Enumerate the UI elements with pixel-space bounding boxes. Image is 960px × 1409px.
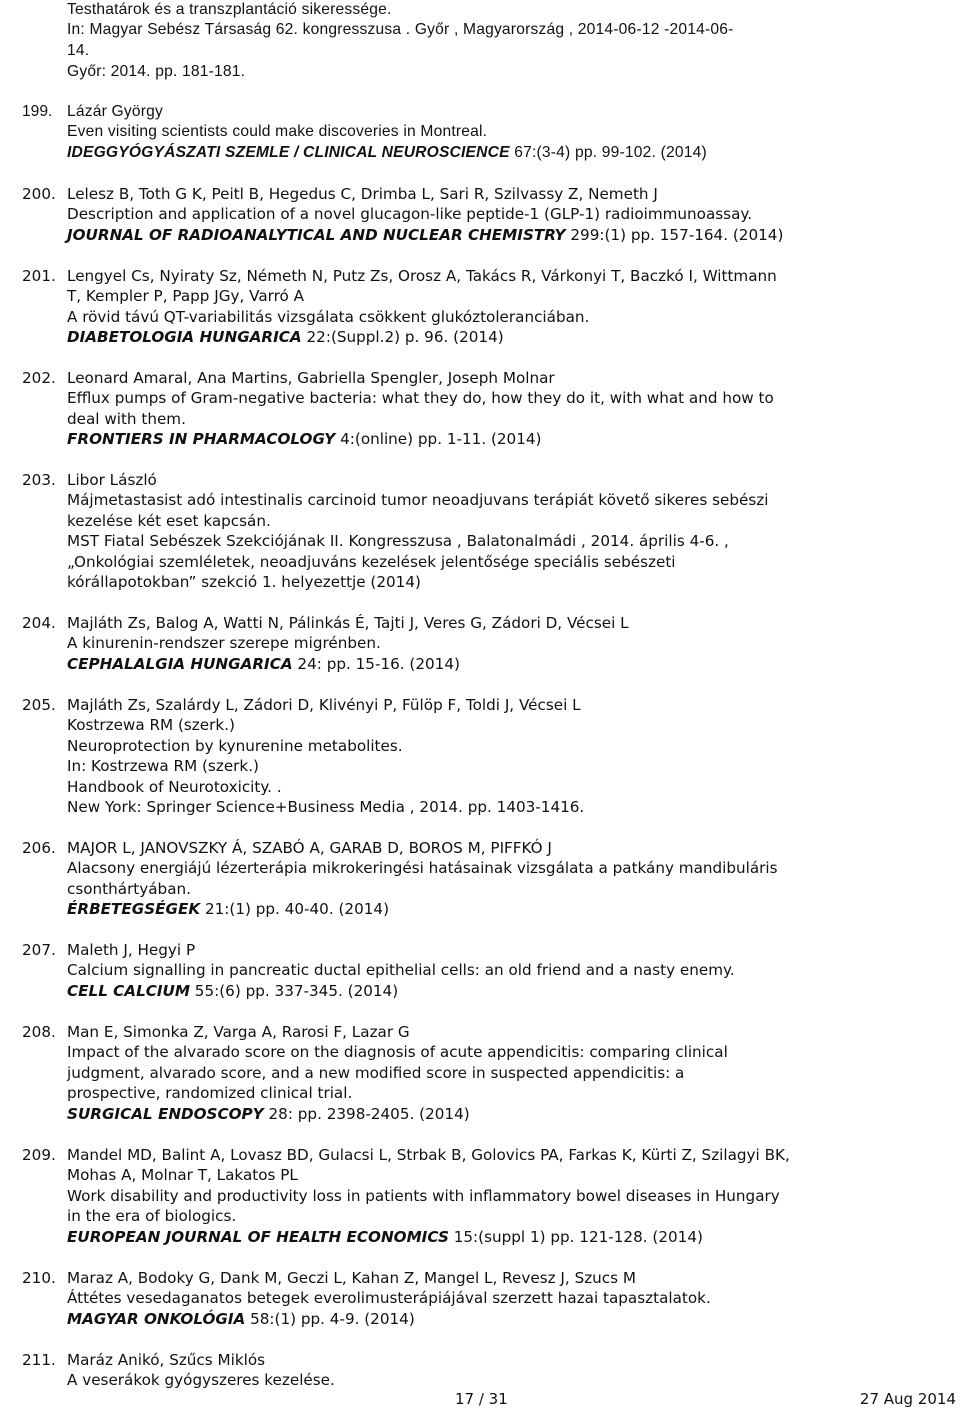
journal-name: SURGICAL ENDOSCOPY	[67, 1105, 264, 1123]
entry-title: Calcium signalling in pancreatic ductal epithelial cells: an old friend and a nasty enemy.	[67, 961, 735, 979]
journal-name: CEPHALALGIA HUNGARICA	[67, 655, 293, 673]
entry-title: in the era of biologics.	[67, 1207, 237, 1225]
lead-line: In: Magyar Sebész Társaság 62. kongresszusa . Győr , Magyarország , 2014-06-12 -2014-06-	[67, 21, 734, 38]
entry-number: 199.	[22, 103, 53, 120]
journal-details: 55:(6) pp. 337-345. (2014)	[189, 982, 399, 1000]
entry-number: 205.	[22, 696, 56, 714]
journal-details: 299:(1) pp. 157-164. (2014)	[565, 226, 784, 244]
journal-name: FRONTIERS IN PHARMACOLOGY	[67, 430, 336, 448]
journal-details: 15:(suppl 1) pp. 121-128. (2014)	[448, 1228, 703, 1246]
entry-title: Neuroprotection by kynurenine metabolites.	[67, 737, 403, 755]
entry-authors: Lelesz B, Toth G K, Peitl B, Hegedus C, Drimba L, Sari R, Szilvassy Z, Nemeth J	[67, 185, 658, 203]
entry-authors: Lázár György	[67, 103, 164, 120]
entry-title: deal with them.	[67, 410, 186, 428]
entry-title: Efflux pumps of Gram-negative bacteria: what they do, how they do it, with what and how to	[67, 389, 774, 407]
entry-number: 204.	[22, 614, 56, 632]
entry-number: 202.	[22, 369, 56, 387]
entry-authors: Lengyel Cs, Nyiraty Sz, Németh N, Putz Zs, Orosz A, Takács R, Várkonyi T, Baczkó I, Wittmann	[67, 267, 777, 285]
journal-name: EUROPEAN JOURNAL OF HEALTH ECONOMICS	[67, 1228, 449, 1246]
entry-authors: Libor László	[67, 471, 157, 489]
entry-source	[67, 225, 783, 245]
entry-number: 209.	[22, 1146, 56, 1164]
entry-authors: Mohas A, Molnar T, Lakatos PL	[67, 1166, 298, 1184]
entry-note: „Onkológiai szemléletek, neoadjuváns kezelések jelentősége speciális sebészeti	[67, 553, 676, 571]
journal-details: 4:(online) pp. 1-11. (2014)	[335, 430, 542, 448]
journal-details: 22:(Suppl.2) p. 96. (2014)	[301, 328, 504, 346]
entry-book: Handbook of Neurotoxicity. .	[67, 778, 282, 796]
journal-name: MAGYAR ONKOLÓGIA	[67, 1310, 246, 1328]
journal-name: JOURNAL OF RADIOANALYTICAL AND NUCLEAR CHEMISTRY	[67, 226, 566, 244]
entry-number: 200.	[22, 185, 56, 203]
entry-number: 207.	[22, 941, 56, 959]
lead-line: Győr: 2014. pp. 181-181.	[67, 63, 246, 80]
entry-source	[67, 429, 541, 449]
entry-authors: Leonard Amaral, Ana Martins, Gabriella Spengler, Joseph Molnar	[67, 369, 555, 387]
journal-name: CELL CALCIUM	[67, 982, 190, 1000]
entry-authors: T, Kempler P, Papp JGy, Varró A	[67, 287, 305, 305]
entry-editor: In: Kostrzewa RM (szerk.)	[67, 757, 259, 775]
entry-title: kezelése két eset kapcsán.	[67, 512, 271, 530]
entry-source	[67, 654, 460, 674]
entry-title: A rövid távú QT-variabilitás vizsgálata csökkent glukóztoleranciában.	[67, 308, 590, 326]
lead-line: 14.	[67, 42, 90, 59]
journal-details: 24: pp. 15-16. (2014)	[292, 655, 460, 673]
entry-title: Impact of the alvarado score on the diagnosis of acute appendicitis: comparing clinical	[67, 1043, 728, 1061]
entry-source	[67, 143, 707, 163]
entry-source	[67, 1104, 470, 1124]
entry-title: Májmetastasist adó intestinalis carcinoid tumor neoadjuvans terápiát követő sikeres sebészi	[67, 491, 769, 509]
entry-number: 201.	[22, 267, 56, 285]
journal-name: IDEGGYÓGYÁSZATI SZEMLE / CLINICAL NEUROSCIENCE	[67, 144, 510, 161]
entry-title: csonthártyában.	[67, 880, 191, 898]
journal-details: 28: pp. 2398-2405. (2014)	[263, 1105, 470, 1123]
entry-authors: Maleth J, Hegyi P	[67, 941, 196, 959]
entry-source	[67, 327, 504, 347]
entry-title: Description and application of a novel glucagon-like peptide-1 (GLP-1) radioimmunoassay.	[67, 205, 753, 223]
page-number: 17 / 31	[455, 1390, 508, 1408]
entry-authors: Majláth Zs, Balog A, Watti N, Pálinkás É, Tajti J, Veres G, Zádori D, Vécsei L	[67, 614, 629, 632]
entry-authors: MAJOR L, JANOVSZKY Á, SZABÓ A, GARAB D, BOROS M, PIFFKÓ J	[67, 839, 552, 857]
entry-title: Alacsony energiájú lézerterápia mikrokeringési hatásainak vizsgálata a patkány mandibuláris	[67, 859, 778, 877]
entry-source	[67, 899, 389, 919]
entry-title: Áttétes vesedaganatos betegek everolimusterápiájával szerzett hazai tapasztalatok.	[67, 1289, 711, 1307]
entry-title: A kinurenin-rendszer szerepe migrénben.	[67, 634, 381, 652]
entry-number: 208.	[22, 1023, 56, 1041]
entry-title: A veserákok gyógyszeres kezelése.	[67, 1371, 335, 1389]
journal-details: 67:(3-4) pp. 99-102. (2014)	[509, 144, 707, 161]
journal-name: DIABETOLOGIA HUNGARICA	[67, 328, 302, 346]
footer-date: 27 Aug 2014	[859, 1390, 956, 1408]
entry-title: Even visiting scientists could make discoveries in Montreal.	[67, 123, 488, 140]
entry-title: prospective, randomized clinical trial.	[67, 1084, 353, 1102]
entry-source	[67, 1309, 415, 1329]
journal-details: 21:(1) pp. 40-40. (2014)	[200, 900, 389, 918]
entry-authors: Maráz Anikó, Szűcs Miklós	[67, 1351, 266, 1369]
entry-number: 210.	[22, 1269, 56, 1287]
entry-authors: Majláth Zs, Szalárdy L, Zádori D, Klivényi P, Fülöp F, Toldi J, Vécsei L	[67, 696, 581, 714]
lead-line: Testhatárok és a transzplantáció sikeressége.	[67, 1, 392, 18]
entry-number: 211.	[22, 1351, 56, 1369]
entry-authors: Mandel MD, Balint A, Lovasz BD, Gulacsi L, Strbak B, Golovics PA, Farkas K, Kürti Z, Szilagyi BK,	[67, 1146, 790, 1164]
entry-note: kórállapotokban” szekció 1. helyezettje (2014)	[67, 573, 421, 591]
entry-source	[67, 981, 398, 1001]
entry-authors: Maraz A, Bodoky G, Dank M, Geczi L, Kahan Z, Mangel L, Revesz J, Szucs M	[67, 1269, 637, 1287]
entry-editor: Kostrzewa RM (szerk.)	[67, 716, 235, 734]
entry-source: New York: Springer Science+Business Media , 2014. pp. 1403-1416.	[67, 798, 585, 816]
entry-number: 203.	[22, 471, 56, 489]
entry-title: judgment, alvarado score, and a new modified score in suspected appendicitis: a	[67, 1064, 685, 1082]
entry-source: MST Fiatal Sebészek Szekciójának II. Kongresszusa , Balatonalmádi , 2014. április 4-6. ,	[67, 532, 729, 550]
entry-authors: Man E, Simonka Z, Varga A, Rarosi F, Lazar G	[67, 1023, 410, 1041]
entry-source	[67, 1227, 703, 1247]
journal-name: ÉRBETEGSÉGEK	[67, 900, 201, 918]
entry-number: 206.	[22, 839, 56, 857]
entry-title: Work disability and productivity loss in patients with inflammatory bowel diseases in Hungary	[67, 1187, 780, 1205]
journal-details: 58:(1) pp. 4-9. (2014)	[245, 1310, 415, 1328]
